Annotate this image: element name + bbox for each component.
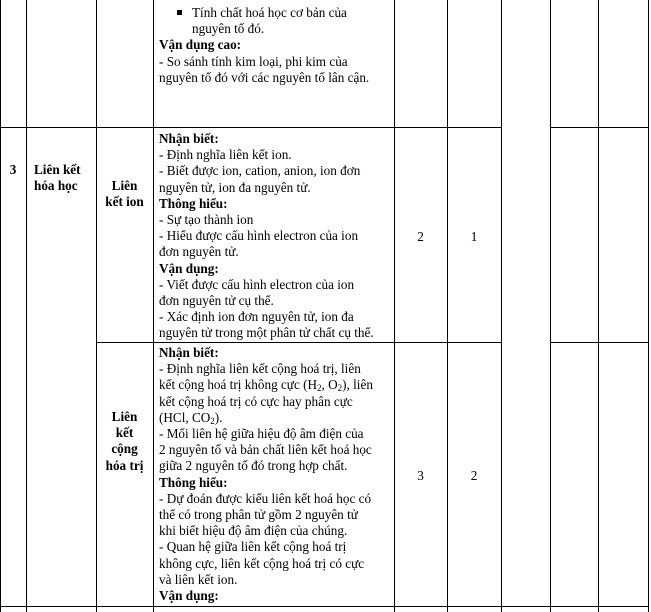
subtopic-line: Liên [111,409,138,424]
table-border-left [0,0,1,612]
row-divider [96,342,501,343]
level-heading-thong-hieu: Thông hiểu: [159,474,228,490]
subtopic-name-ion [96,178,153,210]
content-line: 2 nguyên tố và bản chất liên kết hoá học [159,442,372,458]
subtopic-line: kết ion [105,194,144,210]
content-line: khi biết hiệu độ âm điện của chúng. [159,523,348,539]
content-line: giữa 2 nguyên tố đó trong hợp chất. [159,458,348,474]
level-heading-van-dung: Vận dụng: [159,588,219,604]
topic-line: hóa học [34,178,78,194]
content-line: - Định nghĩa liên kết ion. [159,147,292,163]
content-line: nguyên tố đó với các nguyên tố lân cận. [159,69,370,85]
content-line: đơn nguyên tử cụ thể. [159,293,274,309]
column-divider [96,0,97,612]
content-line: và liên kết ion. [159,571,238,587]
question-count-thong-hieu: 1 [470,229,478,244]
subtopic-line: kết [115,425,134,441]
subtopic-name-covalent [96,409,153,474]
subtopic-line: Liên [111,178,138,193]
subtopic-line: cộng [111,441,138,457]
square-bullet-icon [177,10,182,15]
bullet-item-continued: nguyên tố đó. [192,21,265,37]
bullet-item: Tính chất hoá học cơ bản của [159,5,390,21]
content-line: - Định nghĩa liên kết cộng hoá trị, liên [159,361,361,377]
content-line: - Mối liên hệ giữa hiệu độ âm điện của [159,426,364,442]
content-line: không cực, liên kết cộng hoá trị có cực [159,555,365,571]
column-divider [26,0,27,612]
content-cell-top [159,5,390,86]
content-line: kết cộng hoá trị không cực ($H_2$, $O_2$), liên [159,377,373,394]
table-border-bottom [0,606,649,607]
content-line: - Biết được ion, cation, anion, ion đơn [159,163,361,179]
column-divider [447,0,448,612]
column-divider [550,0,551,612]
level-heading-nhan-biet: Nhận biết: [159,345,219,360]
topic-line: Liên kết [34,162,81,177]
content-line: - So sánh tính kim loại, phi kim của [159,53,348,69]
question-count-thong-hieu: 2 [470,468,478,483]
level-heading-thong-hieu: Thông hiểu: [159,195,228,211]
row-divider [550,342,649,343]
row-divider [550,127,649,128]
content-cell-covalent [159,345,390,604]
content-line: - Sự tạo thành ion [159,212,254,228]
content-line: - Viết được cấu hình electron của ion [159,276,355,292]
topic-name [34,162,96,194]
content-line: - Quan hệ giữa liên kết cộng hoá trị [159,539,347,555]
content-line: kết cộng hoá trị có cực hay phân cực [159,393,353,409]
content-line: - Dự đoán được kiểu liên kết hoá học có [159,490,372,506]
row-number: 3 [9,162,17,177]
column-divider [394,0,395,612]
level-heading-van-dung-cao: Vận dụng cao: [159,37,242,53]
table-border-right [648,0,649,612]
content-line: nguyên tử trong một phân tử chất cụ thể. [159,325,374,341]
row-divider [0,127,501,128]
question-count-nhan-biet: 3 [417,468,424,483]
column-divider [153,0,154,612]
content-line: thể có trong phân tử gồm 2 nguyên tử [159,507,358,523]
content-cell-ion [159,131,390,342]
column-divider [501,0,502,612]
level-heading-nhan-biet: Nhận biết: [159,131,219,146]
column-divider [598,0,599,612]
content-line: nguyên tử, ion đa nguyên tử. [159,179,311,195]
content-line: đơn nguyên tử. [159,244,239,260]
level-heading-van-dung: Vận dụng: [159,260,219,276]
subtopic-line: hóa trị [105,457,144,473]
question-count-nhan-biet: 2 [417,229,424,244]
content-line: - Xác định ion đơn nguyên tử, ion đa [159,309,354,325]
content-line: - Hiểu được cấu hình electron của ion [159,228,359,244]
content-line: (HCl, $CO_2$). [159,409,223,426]
